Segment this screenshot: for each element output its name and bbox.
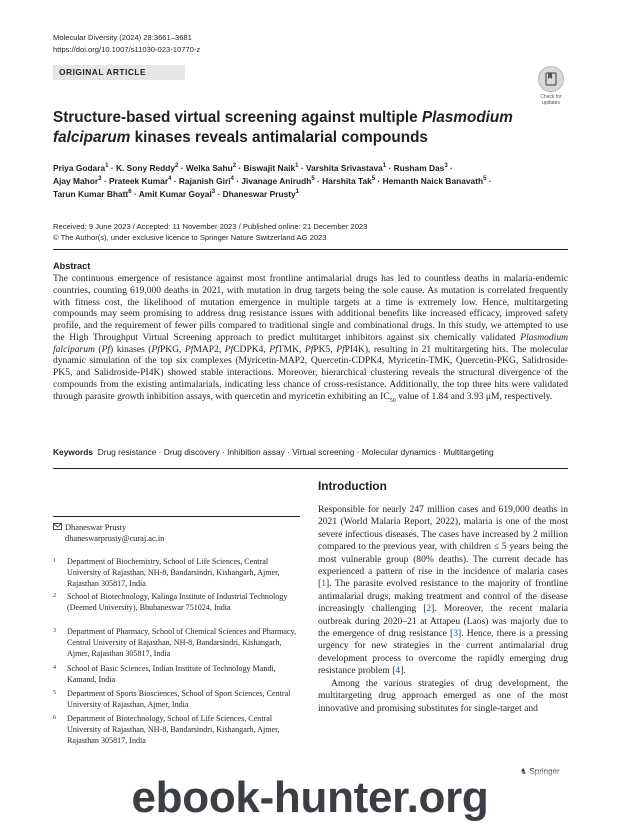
author-name[interactable]: Ajay Mahor [53,176,99,186]
affiliation-marker: 1 [382,163,387,170]
springer-horse-icon: ♞ [520,767,528,776]
check-updates-line2: updates [542,100,560,106]
footnote-divider [53,516,300,517]
affiliation-number: 6 [53,715,56,721]
citation-link[interactable]: 2 [426,603,432,615]
affiliation-text: School of Biotechnology, Kalinga Institute of Industrial Technology (Deemed University), Bhubaneswar 751024, India [67,592,288,612]
author-name[interactable]: Rusham Das [393,163,445,173]
affiliation-text: Department of Biochemistry, School of Life Sciences, Central University of Rajasthan, NH-8, Bandarsindri, Kishangarh, Ajmer, Rajasthan 305817, India [67,557,280,588]
affiliation-marker: 3 [98,176,102,183]
author-name[interactable]: Biswajit Naik [243,163,296,173]
author-name[interactable]: Amit Kumar Goyal [138,189,212,199]
affiliation-text: Department of Pharmacy, School of Chemical Sciences and Pharmacy, Central University of Rajasthan, NH-8, Bandarsindri, Kishangarh, Ajmer, Rajasthan 305817, India [67,627,297,658]
affiliation-number: 4 [53,665,56,671]
author-name[interactable]: Harshita Tak [322,176,372,186]
author-name[interactable]: Priya Godara [53,163,106,173]
affiliation-marker: 1 [105,163,109,170]
affiliation-number: 1 [53,558,56,564]
watermark: ebook-hunter.org [131,773,489,822]
affiliation-marker: 2 [175,163,179,170]
affiliation-marker: 5 [483,176,487,183]
affiliation [53,688,300,710]
journal-reference: Molecular Diversity (2024) 28:3661–3681 [53,33,192,42]
citation-link[interactable]: 3 [453,628,459,640]
publication-dates: Received: 9 June 2023 / Accepted: 11 November 2023 / Published online: 21 December 2023 [53,222,368,231]
corresponding-author-email[interactable]: dhaneswarprusty@curaj.ac.in [65,534,165,543]
doi-link[interactable]: https://doi.org/10.1007/s11030-023-10770-z [53,44,201,54]
keywords-list: Drug resistance · Drug discovery · Inhibition assay · Virtual screening · Molecular dynamics · Multitargeting [97,447,494,457]
introduction-text: Responsible for nearly 247 million cases and 619,000 deaths in 2021 (World Malaria Report, 2022), malaria is one of the most severe infectious diseases. The cases have increased by 2 million compared to the previous year, with children ≤ 5 years being the most vulnerable group (80% deaths). The current decade has experienced a pattern of rise in the incidence of malaria cases [1]. The parasite evolved resistance to the majority of frontline antimalarial drugs, making treatment and control of the disease increasingly challenging [2]. Moreover, the recent malaria outbreak during 2020–21 at Attapeu (Laos) was majorly due to the emergence of drug resistance [3]. Hence, there is a pressing urgency for new strategies in the current antimalarial drug development process to overcome the rapidly emerging drug resistance problem [4]. Among the various strategies of drug development, the multitargeting drug approach emerged as one of the most innovative and promising substitutes for single-target and [318,504,568,714]
abstract-text: The continuous emergence of resistance against most frontline antimalarial drugs has led to countless deaths in malaria-endemic countries, counting 619,000 deaths in 2021, with mutation in drug targets being the sole cause. As mutation is correlated frequently with fitness cost, the likelihood of mutation emergence in multiple targets at a time is extremely low. Hence, multitargeting compounds may seem promising to address drug resistance issues with additional benefits like increased efficacy, improved safety profile, and the requirement of fewer pills compared to traditional single and combinational drugs. In this study, we attempted to use the High Throughput Virtual Screening approach to predict multitarget inhibitors against six chemically validated Plasmodium falciparum (Pf) kinases (PfPKG, PfMAP2, PfCDPK4, PfTMK, PfPK5, PfPI4K), resulting in 21 multitargeting hits. The molecular dynamic simulation of the top six complexes (Myricetin-MAP2, Quercetin-CDPK4, Myricetin-TMK, Quercetin-PKG, Salidroside-PK5, and Salidroside-PI4K) showed stable interactions. Moreover, hierarchical clustering reveals the structural divergence of the compounds from the existing antimalarials, indicating less chance of cross-resistance. Additionally, the top three hits were validated through parasite growth inhibition assays, with quercetin and myricetin exhibiting an $IC_{50}$ value of 1.84 and 3.93 μM, respectively. [53,273,568,404]
publication-history [53,222,367,243]
author-name[interactable]: Prateek Kumar [108,176,169,186]
author-list: Priya Godara$^1$ · K. Sony Reddy$^2$ · Welka Sahu$^2$ · Biswajit Naik$^1$ · Varshita Srivastava$^1$ · Rusham Das$^3$ · Ajay Mahor$^3$ · Prateek Kumar$^4$ · Rajanish Giri$^4$ · Jivanage Anirudh$^5$ · Harshita Tak$^5$ · Hemanth Naick Banavath$^5$ · Tarun Kumar Bhatt$^6$ · Amit Kumar Goyal$^3$ · Dhaneswar Prusty$^1$ [53,163,492,199]
corresponding-author-name: Dhaneswar Prusty [65,523,127,532]
affiliation-text: School of Basic Sciences, Indian Institute of Technology Mandi, Kamand, India [67,664,276,684]
author-name[interactable]: Rajanish Giri [178,176,231,186]
journal-citation [53,32,200,55]
affiliation [53,626,300,659]
affiliation-marker: 5 [371,176,376,183]
author-name[interactable]: Dhaneswar Prusty [222,189,296,199]
introduction-heading: Introduction [318,479,387,493]
affiliation-marker: 2 [232,163,237,170]
author-name[interactable]: Welka Sahu [185,163,233,173]
affiliation-text: Department of Sports Biosciences, School of Sport Sciences, Central University of Rajasthan, Ajmer, India [67,689,291,709]
check-updates-line1: Check for [540,94,562,100]
check-for-updates-button[interactable] [533,66,569,106]
affiliation-marker: 4 [230,176,234,183]
author-name[interactable]: Hemanth Naick Banavath [382,176,484,186]
author-name[interactable]: K. Sony Reddy [115,163,176,173]
publisher-logo: ♞ Springer [520,767,560,776]
article-title: Structure-based virtual screening against multiple Plasmodium falciparum kinases reveals antimalarial compounds [53,109,513,146]
affiliation-marker: 3 [444,163,448,170]
affiliation-marker: 3 [211,189,216,196]
envelope-icon [53,522,65,533]
affiliation [53,591,300,613]
author-name[interactable]: Tarun Kumar Bhatt [53,189,129,199]
author-name[interactable]: Jivanage Anirudh [241,176,312,186]
abstract-heading: Abstract [53,261,91,271]
divider [53,249,568,250]
keywords [53,447,568,458]
citation-link[interactable]: 1 [321,578,326,590]
author-name[interactable]: Varshita Srivastava [305,163,383,173]
affiliation-text: Department of Biotechnology, School of Life Sciences, Central University of Rajasthan, NH-8, Bandarsindri, Kishangarh, Ajmer, Rajasthan 305817, India [67,714,280,745]
correspondence [53,522,300,544]
affiliation-number: 2 [53,593,56,599]
affiliation [53,556,300,589]
affiliation-marker: 5 [311,176,315,183]
affiliation-marker: 4 [168,176,172,183]
affiliation-marker: 1 [295,189,300,196]
affiliation [53,713,300,746]
divider [53,468,568,469]
keywords-label: Keywords [53,447,94,457]
bookmark-icon [538,66,564,92]
affiliation-marker: 1 [295,163,299,170]
article-type-badge: ORIGINAL ARTICLE [53,65,185,80]
affiliation-marker: 6 [128,189,132,196]
affiliation-number: 3 [53,628,56,634]
affiliation [53,663,300,685]
copyright-line: © The Author(s), under exclusive licence to Springer Nature Switzerland AG 2023 [53,232,327,242]
citation-link[interactable]: 4 [395,665,401,677]
affiliation-number: 5 [53,690,56,696]
